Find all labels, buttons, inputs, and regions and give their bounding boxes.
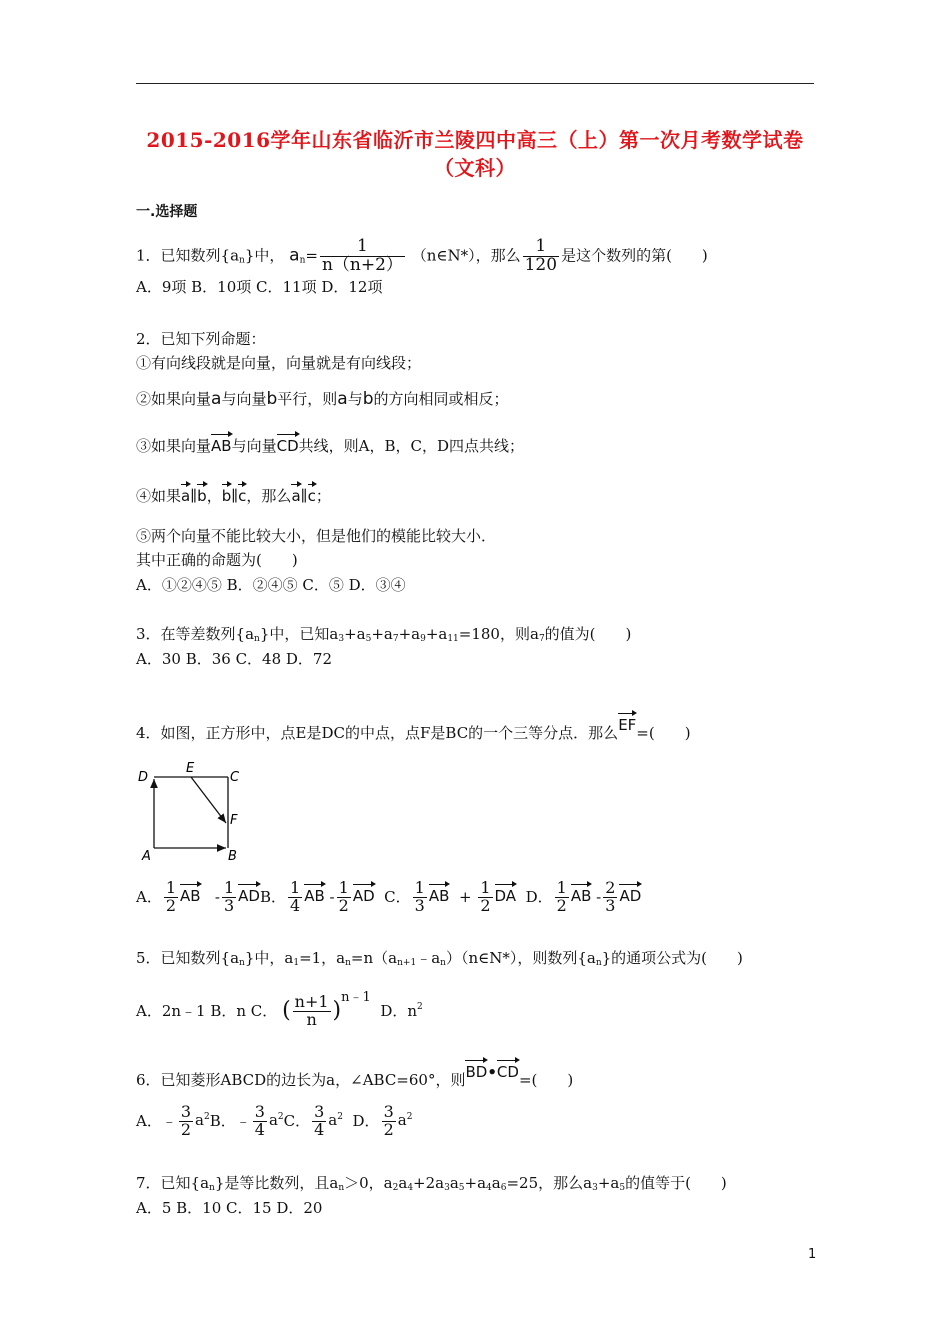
vector-ef: EF <box>618 711 636 733</box>
square-figure <box>136 762 246 864</box>
vector-cd: CD <box>277 432 299 454</box>
question-2-ask: 其中正确的命题为( ) <box>136 551 298 569</box>
vector-ef-arrow <box>191 777 226 823</box>
question-5-options: A．2n﹣1 B．n C． ( $\frac{n+1}{n}$ )n﹣1 D．$n^2$ <box>136 990 423 1029</box>
label-b: B <box>228 849 237 864</box>
question-7-stem: 7．已知$\{a_n\}$是等比数列，且$a_n>0$，$a_2a_4+2a_3a_5+a_4a_6=25$，那么$a_3+a_5$的值等于( ) <box>136 1174 727 1193</box>
question-2-options: A．①②④⑤ B．②④⑤ C．⑤ D．③④ <box>136 576 406 594</box>
question-2-stem: 2．已知下列命题： <box>136 330 266 348</box>
vector-b: b <box>222 482 232 504</box>
page-number: 1 <box>808 1247 817 1262</box>
paper-title-line2: （文科） <box>434 156 516 180</box>
question-2-statement-3: ③如果向量AB与向量CD共线，则A，B，C，D四点共线； <box>136 432 524 456</box>
question-6-options: A．﹣ $\frac{3}{2}$ $a^2B$．﹣ $\frac{3}{4}$ $a^2C$． $\frac{3}{4}$ $a^2$ D． $\frac{3}{2}$ $a^2$ <box>136 1101 413 1139</box>
vector-a: a <box>181 482 190 504</box>
label-e: E <box>186 762 195 776</box>
section-heading: 一.选择题 <box>136 204 198 220</box>
question-4-options: A． $\frac{1}{2}$ AB - $\frac{1}{3}$ ADB． $\frac{1}{4}$ AB - $\frac{1}{2}$ AD C． $\frac{1}{3}$ AB + $\frac{1}{2}$ DA D． $\frac{1}{2}$ AB - $\frac{2}{3}$ AD <box>136 877 642 915</box>
question-6-stem: 6．已知菱形ABCD的边长为a，∠ABC=60°，则BD•CD=( ) <box>136 1058 573 1090</box>
question-2-statement-1: ①有向线段就是向量，向量就是有向线段； <box>136 354 422 372</box>
question-1-options: A．9项 B．10项 C．11项 D．12项 <box>136 278 383 296</box>
fraction-an: $\frac{1}{n(n+2)}$ <box>321 236 403 275</box>
label-d: D <box>138 770 149 785</box>
question-3-stem: 3．在等差数列$\{a_n\}$中，已知$a_3+a_5+a_7+a_9+a_{11}=180$，则$a_7$的值为( ) <box>136 625 632 644</box>
question-2-statement-2: ②如果向量a与向量b平行，则a与b的方向相同或相反； <box>136 389 509 409</box>
vector-b: b <box>197 482 207 504</box>
label-f: F <box>230 813 238 828</box>
question-5-stem: 5．已知数列$\{a_n\}$中，$a_1=1$，$a_n=n(a_{n+1}﹣a_n)(n\in N*)$，则数列$\{a_n\}$的通项公式为( ) <box>136 949 743 968</box>
question-7-options: A．5 B．10 C．15 D．20 <box>136 1199 323 1217</box>
question-4-stem: 4．如图，正方形中，点E是DC的中点，点F是BC的一个三等分点．那么EF=( ) <box>136 711 691 743</box>
vector-bd: BD <box>465 1058 487 1080</box>
question-2-statement-5: ⑤两个向量不能比较大小，但是他们的模能比较大小． <box>136 527 497 545</box>
question-1-stem: 1．已知数列$\{a_n\}$中， $a_n=$ $\frac{1}{n(n+2)}$ （n∈N*），那么 $\frac{1}{120}$ 是这个数列的第( ) <box>136 236 708 275</box>
vector-cd: CD <box>497 1058 519 1080</box>
vector-ab: AB <box>211 432 232 454</box>
question-3-options: A．30 B．36 C．48 D．72 <box>136 650 333 668</box>
header-rule <box>136 83 814 84</box>
question-2-statement-4: ④如果a∥b，b∥c，那么a∥c； <box>136 482 331 506</box>
vector-a: a <box>291 482 300 504</box>
vector-c: c <box>308 482 316 504</box>
vector-c: c <box>238 482 246 504</box>
fraction-1-120: $\frac{1}{120}$ <box>524 236 558 275</box>
label-c: C <box>230 770 240 785</box>
label-a: A <box>142 849 151 864</box>
paper-title-line1: 2015-2016学年山东省临沂市兰陵四中高三（上）第一次月考数学试卷 <box>146 128 804 152</box>
